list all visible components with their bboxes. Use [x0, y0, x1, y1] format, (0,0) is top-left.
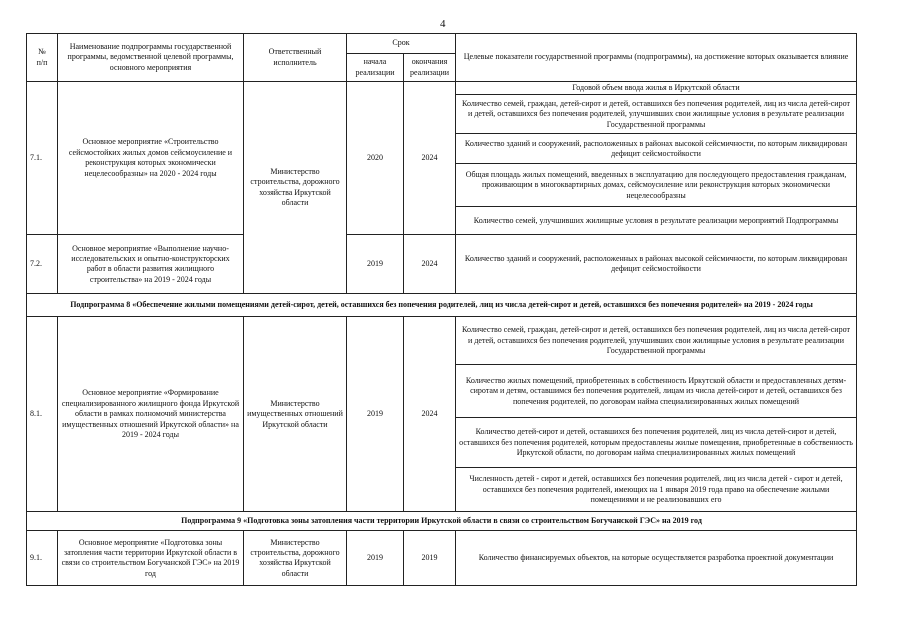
indicator-cell: Общая площадь жилых помещений, введенных в эксплуатацию для последующего предоставления гражданам, проживающим в многоквартирных домах, сейсмоусиление или реконструкция которых экономически нецелесообразны [456, 164, 857, 207]
indicator-cell: Количество семей, граждан, детей-сирот и детей, оставшихся без попечения родителей, лиц из числа детей-сирот и детей, оставшихся без попечения родителей, улучшивших свои жилищные условия в результате реализации Государственной программы [456, 95, 857, 134]
indicator-cell: Количество жилых помещений, приобретенных в собственность Иркутской области и предоставленных детям-сиротам и детям, оставшимся без попечения родителей, лицам из числа детей-сирот и детей, оставшихся без попечения родителей, по договорам найма специализированных жилых помещений [456, 365, 857, 418]
executor: Министерство имущественных отношений Иркутской области [244, 317, 347, 512]
end-year: 2024 [404, 82, 456, 235]
header-row [27, 34, 857, 54]
subprogram-row [27, 512, 857, 531]
activity-name: Основное мероприятие «Выполнение научно-исследовательских и опытно-конструкторских работ в области развития жилищного строительства» на 2019 - 2024 годы [58, 235, 244, 294]
header-start: начала реализации [347, 54, 404, 82]
executor: Министерство строительства, дорожного хозяйства Иркутской области [244, 82, 347, 294]
table-row [27, 531, 857, 586]
header-num: № п/п [27, 34, 58, 82]
table-row [27, 317, 857, 365]
start-year: 2019 [347, 317, 404, 512]
page-number: 4 [440, 18, 446, 30]
subprogram-heading: Подпрограмма 9 «Подготовка зоны затопления части территории Иркутской области в связи со строительством Богучанской ГЭС» на 2019 год [27, 512, 857, 531]
activity-name: Основное мероприятие «Формирование специализированного жилищного фонда Иркутской области в рамках полномочий министерства имущественных отношений Иркутской области» на 2019 - 2024 годы [58, 317, 244, 512]
table-row [27, 235, 857, 294]
row-number: 8.1. [27, 317, 58, 512]
indicator-cell: Количество зданий и сооружений, расположенных в районах высокой сейсмичности, по которым ликвидирован дефицит сейсмостойкости [456, 235, 857, 294]
program-table [26, 33, 857, 586]
end-year: 2024 [404, 235, 456, 294]
header-name: Наименование подпрограммы государственной программы, ведомственной целевой программы, основного мероприятия [58, 34, 244, 82]
end-year: 2024 [404, 317, 456, 512]
row-number: 9.1. [27, 531, 58, 586]
end-year: 2019 [404, 531, 456, 586]
subprogram-heading: Подпрограмма 8 «Обеспечение жилыми помещениями детей-сирот, детей, оставшихся без попечения родителей, лиц из числа детей-сирот и детей, оставшихся без попечения родителей» на 2019 - 2024 годы [27, 294, 857, 317]
activity-name: Основное мероприятие «Подготовка зоны затопления части территории Иркутской области в связи со строительством Богучанской ГЭС» на 2019 год [58, 531, 244, 586]
indicator-cell: Количество финансируемых объектов, на которые осуществляется разработка проектной документации [456, 531, 857, 586]
row-number: 7.1. [27, 82, 58, 235]
start-year: 2019 [347, 235, 404, 294]
header-indicators: Целевые показатели государственной программы (подпрограммы), на достижение которых оказывается влияние [456, 34, 857, 82]
header-executor: Ответственный исполнитель [244, 34, 347, 82]
row-number: 7.2. [27, 235, 58, 294]
subprogram-row [27, 294, 857, 317]
indicator-cell: Количество зданий и сооружений, расположенных в районах высокой сейсмичности, по которым ликвидирован дефицит сейсмостойкости [456, 134, 857, 164]
indicator-cell: Количество семей, граждан, детей-сирот и детей, оставшихся без попечения родителей, лиц из числа детей-сирот и детей, оставшихся без попечения родителей, улучшивших свои жилищные условия в результате реализации Государственной программы [456, 317, 857, 365]
indicator-cell: Количество детей-сирот и детей, оставшихся без попечения родителей, лиц из числа детей-сирот и детей, оставшихся без попечения родителей, которым предоставлены жилые помещения, приобретенные в собственность Иркутской области, по договорам найма специализированных жилых помещений [456, 418, 857, 468]
indicator-cell: Количество семей, улучшивших жилищные условия в результате реализации мероприятий Подпрограммы [456, 207, 857, 235]
start-year: 2020 [347, 82, 404, 235]
start-year: 2019 [347, 531, 404, 586]
header-term: Срок [347, 34, 456, 54]
header-end: окончания реализации [404, 54, 456, 82]
indicator-cell: Годовой объем ввода жилья в Иркутской области [456, 82, 857, 95]
executor: Министерство строительства, дорожного хозяйства Иркутской области [244, 531, 347, 586]
table-row [27, 82, 857, 95]
indicator-cell: Численность детей - сирот и детей, оставшихся без попечения родителей, лиц из числа детей - сирот и детей, оставшихся без попечения родителей, имеющих на 1 января 2019 года право на обеспечение жилыми помещениями и не реализовавших его [456, 468, 857, 512]
activity-name: Основное мероприятие «Строительство сейсмостойких жилых домов сейсмоусиление и реконструкция которых экономически нецелесообразны» на 2020 - 2024 годы [58, 82, 244, 235]
